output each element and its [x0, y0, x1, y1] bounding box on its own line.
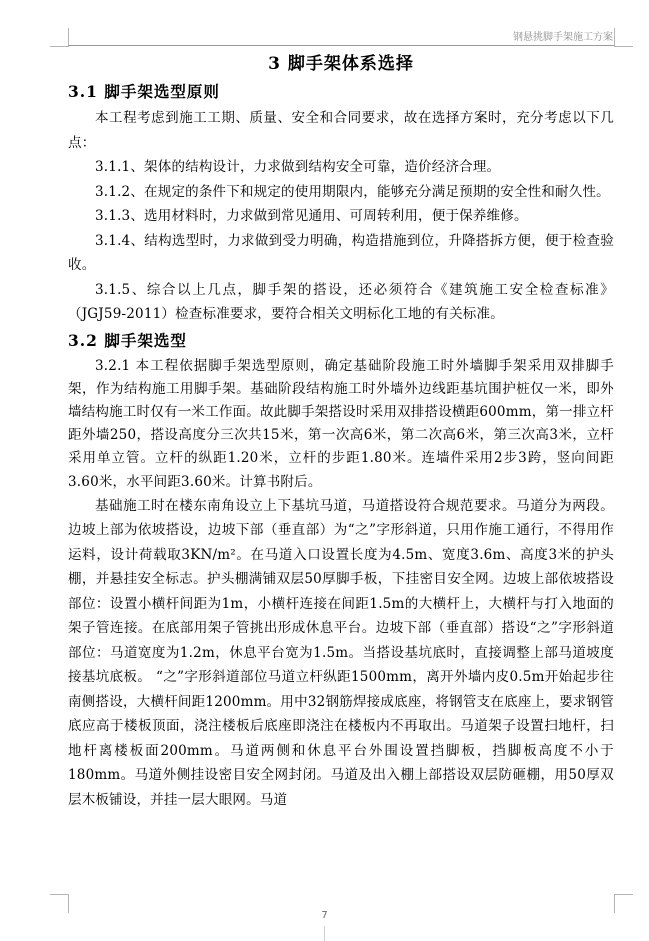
- principle-item-3: 3.1.3、选用材料时，力求做到常见通用、可周转利用，便于保养维修。: [95, 208, 528, 224]
- selection-paragraph-1: 3.2.1 本工程依据脚手架选型原则，确定基础阶段施工时外墙脚手架采用双排脚手架，作为结构施工用脚手架。基础阶段结构施工时外墙外边线距基坑围护桩仅一米，即外墙结构施工时仅有一米工作面。故此脚手架搭设时采用双排搭设横距600mm，第一排立杆距外墙250，搭设高度分三次共15米，第一次高6米，第二次高6米，第三次高3米，立杆采用单立管。立杆的纵距1.20米，立杆的步距1.80米。连墙件采用2步3跨，竖向间距3.60米，水平间距3.60米。计算书附后。: [68, 357, 614, 490]
- footer-rule: [324, 926, 325, 941]
- principle-item-5: 3.1.5、综合以上几点，脚手架的搭设，还必须符合《建筑施工安全检查标准》（JGJ59-2011）检查标准要求，要符合相关文明标化工地的有关标准。: [68, 281, 614, 322]
- section-heading-3-1: 3.1 脚手架选型原则: [68, 82, 220, 101]
- crop-mark-top-right: [614, 28, 633, 47]
- running-header: 钢悬挑脚手架施工方案: [513, 32, 613, 43]
- crop-mark-top-left: [50, 28, 69, 47]
- chapter-title: 3 脚手架体系选择: [268, 54, 414, 74]
- principle-item-2: 3.1.2、在规定的条件下和规定的使用期限内，能够充分满足预期的安全性和耐久性。: [95, 183, 610, 200]
- page-number: 7: [321, 910, 328, 921]
- section-heading-3-2: 3.2 脚手架选型: [68, 330, 187, 350]
- page-body: [68, 48, 614, 812]
- header-rule: [68, 45, 614, 46]
- selection-paragraph-2: 基础施工时在楼东南角设立上下基坑马道，马道搭设符合规范要求。马道分为两段。边坡上部为依坡搭设，边坡下部（垂直部）为“之”字形斜道，只用作施工通行，不得用作运料，设计荷载取3KN/m²。在马道入口设置长度为4.5m、宽度3.6m、高度3米的护头棚，并悬挂安全标志。护头棚满铺双层50厚脚手板，下挂密目安全网。边坡上部依坡搭设部位：设置小横杆间距为1m，小横杆连接在间距1.5m的大横杆上，大横杆与打入地面的架子管连接。在底部用架子管挑出形成休息平台。边坡下部（垂直部）搭设“之”字形斜道部位：马道宽度为1.2m，休息平台宽为1.5m。当搭设基坑底时，直接调整上部马道坡度接基坑底板。 “之”字形斜道部位马道立杆纵距1500mm，离开外墙内皮0.5m开始起步往南侧搭设，大横杆间距1200mm。用中32钢筋焊接成底座，将钢管支在底座上，要求钢管底应高于楼板顶面，浇注楼板后底座即浇注在楼板内不再取出。马道架子设置扫地杆，扫地杆离楼板面200mm。马道两侧和休息平台外围设置挡脚板，挡脚板高度不小于180mm。马道外侧挂设密目安全网封闭。马道及出入棚上部搭设双层防砸棚，用50厚双层木板铺设，并挂一层大眼网。马道: [68, 497, 614, 808]
- principle-item-1: 3.1.1、架体的结构设计，力求做到结构安全可靠，造价经济合理。: [95, 159, 501, 175]
- section-intro-paragraph: 本工程考虑到施工工期、质量、安全和合同要求，故在选择方案时，充分考虑以下几点：: [68, 110, 614, 151]
- principle-item-4: 3.1.4、结构选型时，力求做到受力明确，构造措施到位，升降搭拆方便，便于检查验收。: [68, 232, 614, 273]
